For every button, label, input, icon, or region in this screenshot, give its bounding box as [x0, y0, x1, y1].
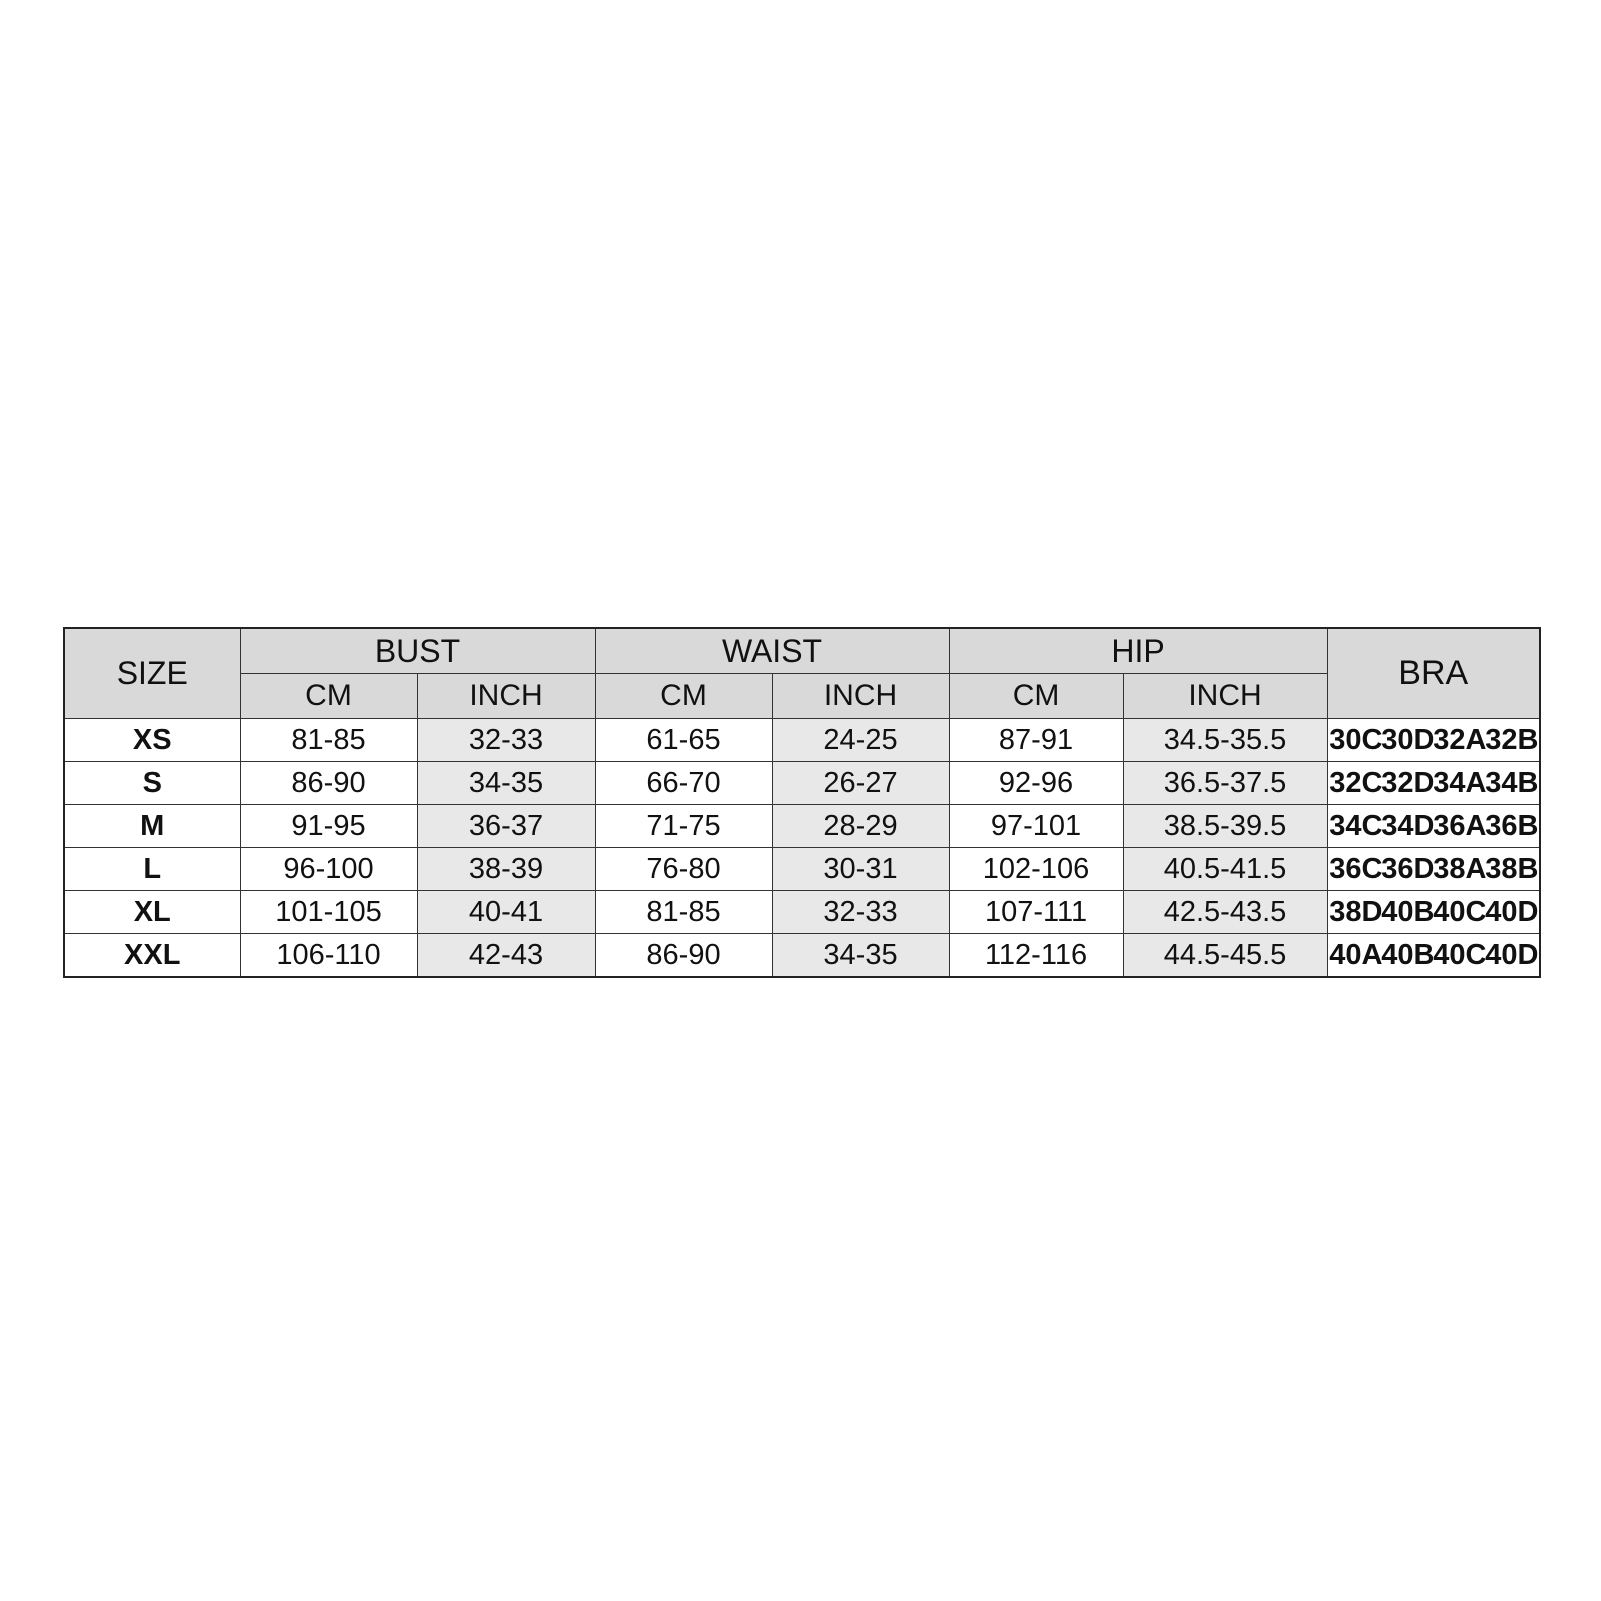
bra-size: 36C	[1329, 852, 1383, 885]
bra-size: 40D	[1485, 938, 1539, 971]
bust-inch-cell: 32-33	[417, 719, 595, 762]
table-row	[64, 848, 1540, 891]
hip-cm-cell: 87-91	[949, 719, 1123, 762]
waist-cm-header: CM	[595, 674, 772, 719]
header-row-units	[64, 674, 1540, 719]
waist-inch-cell: 32-33	[772, 891, 949, 934]
size-cell: XS	[64, 719, 240, 762]
table-row	[64, 934, 1540, 978]
waist-cm-cell: 61-65	[595, 719, 772, 762]
waist-cm-cell: 81-85	[595, 891, 772, 934]
waist-cm-cell: 76-80	[595, 848, 772, 891]
bra-size: 30D	[1381, 723, 1435, 756]
bra-size: 36A	[1433, 809, 1487, 842]
hip-inch-cell: 38.5-39.5	[1123, 805, 1327, 848]
hip-header: HIP	[949, 628, 1327, 674]
hip-inch-cell: 40.5-41.5	[1123, 848, 1327, 891]
waist-cm-cell: 66-70	[595, 762, 772, 805]
bra-cell	[1327, 891, 1540, 934]
bra-size: 38A	[1433, 852, 1487, 885]
hip-inch-cell: 44.5-45.5	[1123, 934, 1327, 978]
waist-inch-cell: 28-29	[772, 805, 949, 848]
table-row	[64, 719, 1540, 762]
size-cell: S	[64, 762, 240, 805]
bra-cell	[1327, 805, 1540, 848]
size-cell: XXL	[64, 934, 240, 978]
waist-header: WAIST	[595, 628, 949, 674]
hip-cm-cell: 107-111	[949, 891, 1123, 934]
table-row	[64, 762, 1540, 805]
bra-size: 38B	[1485, 852, 1539, 885]
waist-inch-header: INCH	[772, 674, 949, 719]
table-header	[64, 628, 1540, 719]
bra-size: 30C	[1329, 723, 1383, 756]
bra-header: BRA	[1327, 628, 1540, 719]
size-cell: XL	[64, 891, 240, 934]
hip-cm-cell: 92-96	[949, 762, 1123, 805]
hip-cm-cell: 97-101	[949, 805, 1123, 848]
bust-cm-cell: 101-105	[240, 891, 417, 934]
bust-cm-cell: 81-85	[240, 719, 417, 762]
bra-size: 36D	[1381, 852, 1435, 885]
bust-cm-cell: 91-95	[240, 805, 417, 848]
bra-size: 40D	[1485, 895, 1539, 928]
bra-cell	[1327, 762, 1540, 805]
bust-inch-cell: 38-39	[417, 848, 595, 891]
bust-inch-header: INCH	[417, 674, 595, 719]
table-body	[64, 719, 1540, 978]
bust-cm-cell: 96-100	[240, 848, 417, 891]
bust-inch-cell: 40-41	[417, 891, 595, 934]
bra-size: 40B	[1381, 938, 1435, 971]
bra-cell	[1327, 848, 1540, 891]
header-row-groups	[64, 628, 1540, 674]
bra-size: 40A	[1329, 938, 1383, 971]
bra-size: 32B	[1485, 723, 1539, 756]
hip-inch-cell: 34.5-35.5	[1123, 719, 1327, 762]
bra-cell	[1327, 719, 1540, 762]
bra-size: 32D	[1381, 766, 1435, 799]
bust-cm-cell: 86-90	[240, 762, 417, 805]
waist-inch-cell: 26-27	[772, 762, 949, 805]
hip-cm-cell: 112-116	[949, 934, 1123, 978]
hip-cm-cell: 102-106	[949, 848, 1123, 891]
hip-inch-cell: 42.5-43.5	[1123, 891, 1327, 934]
bra-size: 38D	[1329, 895, 1383, 928]
waist-inch-cell: 24-25	[772, 719, 949, 762]
hip-inch-header: INCH	[1123, 674, 1327, 719]
hip-cm-header: CM	[949, 674, 1123, 719]
bra-size: 32A	[1433, 723, 1487, 756]
bust-inch-cell: 42-43	[417, 934, 595, 978]
size-chart	[63, 627, 1539, 978]
waist-inch-cell: 30-31	[772, 848, 949, 891]
bra-size: 34B	[1485, 766, 1539, 799]
size-cell: L	[64, 848, 240, 891]
size-header: SIZE	[64, 628, 240, 719]
bust-inch-cell: 36-37	[417, 805, 595, 848]
bra-size: 34D	[1381, 809, 1435, 842]
bra-size: 36B	[1485, 809, 1539, 842]
bra-size: 32C	[1329, 766, 1383, 799]
bust-header: BUST	[240, 628, 595, 674]
bra-cell	[1327, 934, 1540, 978]
bust-cm-header: CM	[240, 674, 417, 719]
bra-size: 40B	[1381, 895, 1435, 928]
bust-cm-cell: 106-110	[240, 934, 417, 978]
waist-inch-cell: 34-35	[772, 934, 949, 978]
waist-cm-cell: 71-75	[595, 805, 772, 848]
table-row	[64, 805, 1540, 848]
bra-size: 34A	[1433, 766, 1487, 799]
bust-inch-cell: 34-35	[417, 762, 595, 805]
size-cell: M	[64, 805, 240, 848]
size-table	[63, 627, 1541, 978]
table-row	[64, 891, 1540, 934]
waist-cm-cell: 86-90	[595, 934, 772, 978]
bra-size: 40C	[1433, 938, 1487, 971]
bra-size: 40C	[1433, 895, 1487, 928]
bra-size: 34C	[1329, 809, 1383, 842]
hip-inch-cell: 36.5-37.5	[1123, 762, 1327, 805]
